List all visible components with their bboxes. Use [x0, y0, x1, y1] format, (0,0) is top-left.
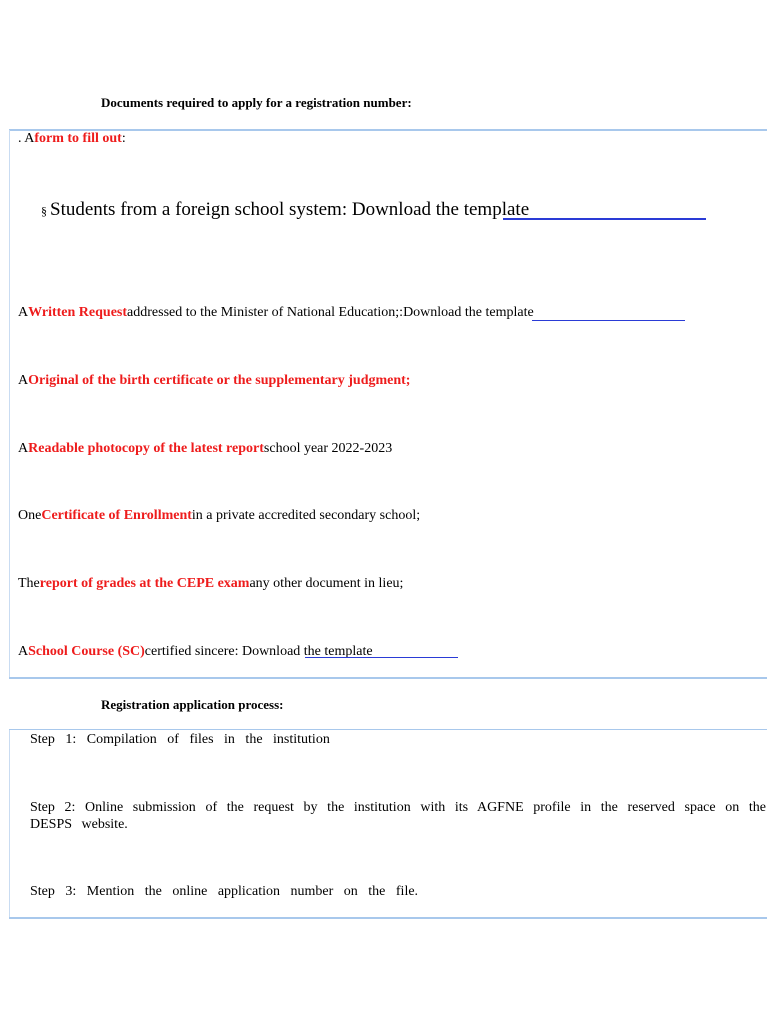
section-divider [9, 677, 767, 679]
list-item-written-request [18, 305, 534, 321]
section-border-left [9, 730, 10, 918]
item-highlight: Written Request [28, 305, 128, 320]
form-item-highlight: form to fill out [34, 131, 122, 146]
list-item-cepe-grades [18, 576, 403, 592]
item-highlight: Readable photocopy of the latest report [28, 441, 264, 456]
section-heading-documents: Documents required to apply for a registration number: [101, 95, 412, 110]
item-prefix: A [18, 644, 29, 659]
item-suffix: any other document in lieu; [249, 576, 404, 591]
section-divider [9, 729, 767, 730]
process-step-3: Step 3: Mention the online application number on the file. [30, 884, 419, 899]
foreign-students-bullet [41, 199, 529, 221]
process-step-1: Step 1: Compilation of files in the institution [30, 732, 330, 747]
section-divider [9, 917, 767, 919]
item-suffix: in a private accredited secondary school; [191, 508, 421, 523]
form-item [18, 131, 126, 147]
form-item-prefix: . A [18, 131, 35, 146]
section-border-left [9, 130, 10, 678]
section-heading-process: Registration application process: [101, 697, 284, 712]
written-request-template-link[interactable] [532, 320, 685, 321]
item-highlight: School Course (SC) [28, 644, 145, 659]
item-suffix: certified sincere: Download the template [144, 644, 373, 659]
item-highlight: report of grades at the CEPE exam [39, 576, 250, 591]
school-course-template-link[interactable] [305, 657, 458, 658]
item-prefix: A [18, 373, 29, 388]
item-suffix: addressed to the Minister of National Education;:Download the template [127, 305, 534, 320]
item-prefix: A [18, 441, 29, 456]
foreign-students-text: Students from a foreign school system: Download the template [50, 199, 530, 220]
foreign-template-link[interactable] [503, 218, 706, 220]
list-item-report-photocopy [18, 441, 392, 457]
item-prefix: One [18, 508, 42, 523]
item-prefix: A [18, 305, 29, 320]
list-item-enrollment-certificate [18, 508, 420, 524]
process-step-2: Step 2: Online submission of the request by the institution with its AGFNE profile in the reserved space on the DESPS website. [30, 800, 766, 832]
item-highlight: Original of the birth certificate or the supplementary judgment; [28, 373, 411, 388]
item-prefix: The [18, 576, 40, 591]
list-item-birth-certificate [18, 373, 410, 389]
item-suffix: school year 2022-2023 [263, 441, 393, 456]
form-item-suffix: : [121, 131, 126, 146]
section-mark-icon: § [41, 204, 47, 218]
item-highlight: Certificate of Enrollment [41, 508, 192, 523]
